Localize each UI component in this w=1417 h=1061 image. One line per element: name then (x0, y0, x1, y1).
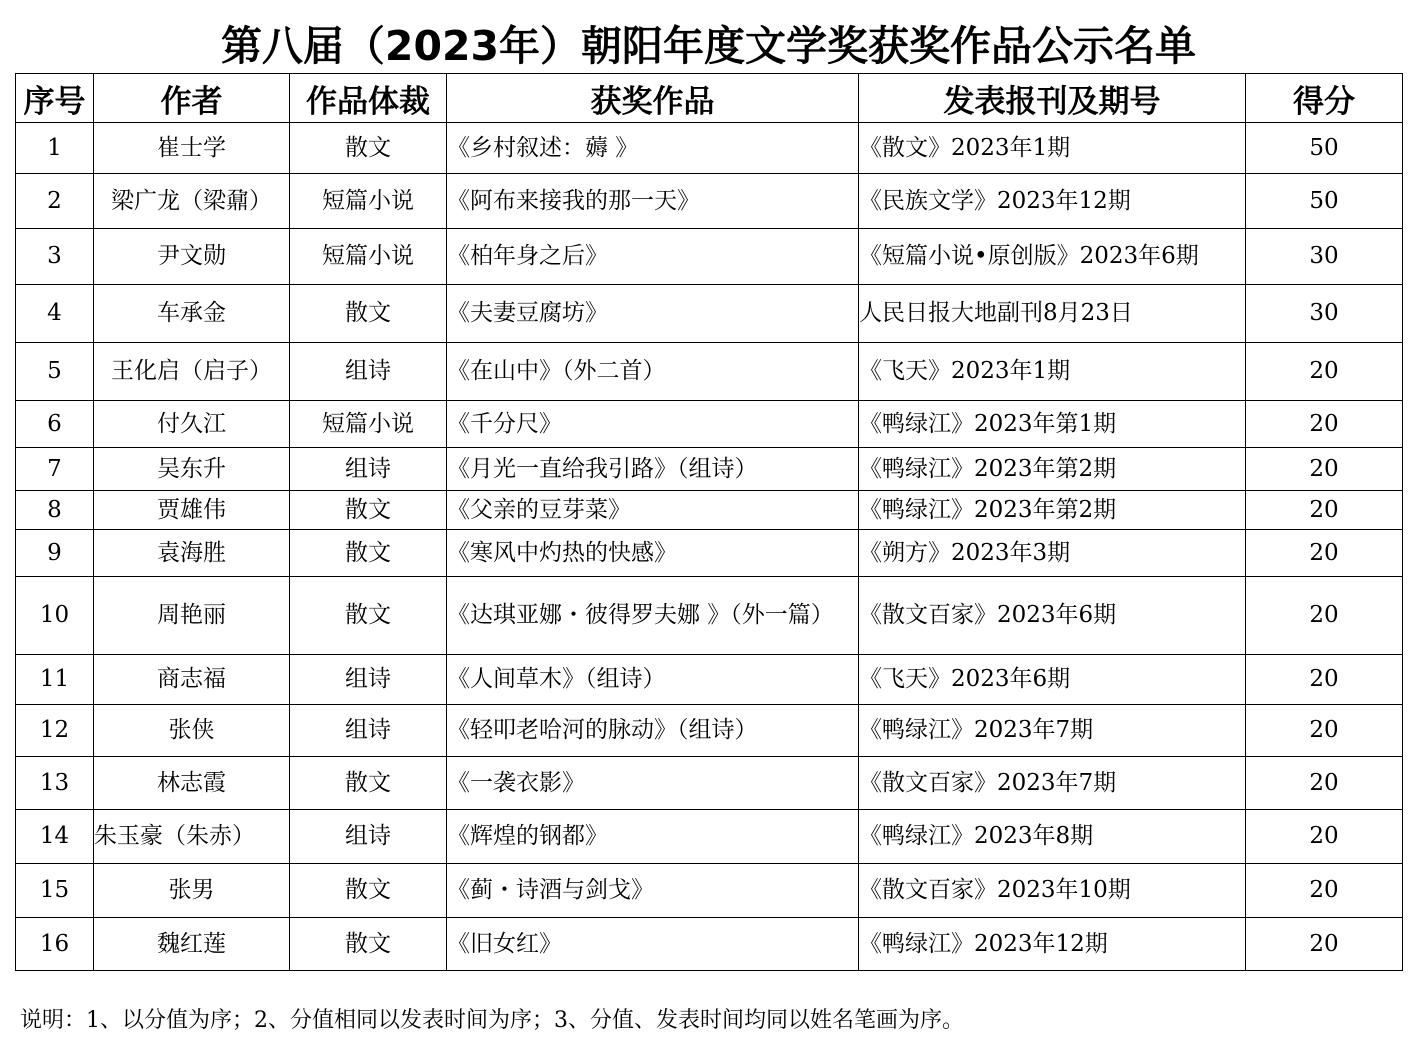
cell-score: 20 (1246, 343, 1403, 401)
cell-publication: 《鸭绿江》2023年8期 (859, 810, 1246, 864)
cell-score: 20 (1246, 491, 1403, 530)
table-row (16, 864, 1403, 918)
cell-score: 20 (1246, 401, 1403, 448)
column-header-score: 得分 (1246, 74, 1403, 123)
table-row (16, 757, 1403, 810)
cell-work: 《一袭衣影》 (447, 757, 859, 810)
cell-score: 20 (1246, 530, 1403, 577)
cell-author: 付久江 (94, 401, 290, 448)
cell-no: 13 (16, 757, 94, 810)
cell-genre: 散文 (290, 491, 447, 530)
cell-score: 20 (1246, 705, 1403, 757)
cell-no: 15 (16, 864, 94, 918)
cell-work: 《人间草木》（组诗） (447, 655, 859, 705)
cell-genre: 散文 (290, 918, 447, 971)
page-title: 第八届（2023年）朝阳年度文学奖获奖作品公示名单 (220, 22, 1197, 70)
table-header-row (16, 74, 1403, 123)
cell-genre: 散文 (290, 123, 447, 174)
cell-author: 吴东升 (94, 448, 290, 491)
cell-publication: 《飞天》2023年1期 (859, 343, 1246, 401)
cell-publication: 《散文百家》2023年10期 (859, 864, 1246, 918)
column-header-work: 获奖作品 (447, 74, 859, 123)
cell-genre: 组诗 (290, 448, 447, 491)
cell-genre: 散文 (290, 577, 447, 655)
cell-genre: 短篇小说 (290, 229, 447, 285)
cell-genre: 散文 (290, 864, 447, 918)
cell-publication: 《朔方》2023年3期 (859, 530, 1246, 577)
table-row (16, 229, 1403, 285)
table-row (16, 810, 1403, 864)
cell-publication: 《散文》2023年1期 (859, 123, 1246, 174)
cell-score: 20 (1246, 864, 1403, 918)
cell-genre: 散文 (290, 285, 447, 343)
cell-score: 20 (1246, 918, 1403, 971)
cell-author: 商志福 (94, 655, 290, 705)
cell-publication: 《鸭绿江》2023年第2期 (859, 491, 1246, 530)
cell-author: 王化启（启子） (94, 343, 290, 401)
column-header-author: 作者 (94, 74, 290, 123)
cell-author: 朱玉豪（朱赤） (94, 810, 290, 864)
cell-author: 车承金 (94, 285, 290, 343)
cell-author: 周艳丽 (94, 577, 290, 655)
cell-no: 4 (16, 285, 94, 343)
cell-author: 崔士学 (94, 123, 290, 174)
cell-work: 《在山中》（外二首） (447, 343, 859, 401)
table-row (16, 577, 1403, 655)
cell-work: 《千分尺》 (447, 401, 859, 448)
cell-no: 14 (16, 810, 94, 864)
cell-score: 30 (1246, 229, 1403, 285)
table-row (16, 285, 1403, 343)
cell-no: 12 (16, 705, 94, 757)
cell-author: 袁海胜 (94, 530, 290, 577)
cell-no: 7 (16, 448, 94, 491)
cell-genre: 组诗 (290, 343, 447, 401)
awards-table (15, 73, 1403, 971)
column-header-publication: 发表报刊及期号 (859, 74, 1246, 123)
table-row (16, 918, 1403, 971)
cell-score: 20 (1246, 577, 1403, 655)
table-row (16, 655, 1403, 705)
cell-publication: 《鸭绿江》2023年12期 (859, 918, 1246, 971)
table-row (16, 448, 1403, 491)
cell-no: 10 (16, 577, 94, 655)
cell-work: 《夫妻豆腐坊》 (447, 285, 859, 343)
cell-author: 梁广龙（梁鼐） (94, 174, 290, 229)
cell-no: 5 (16, 343, 94, 401)
cell-no: 9 (16, 530, 94, 577)
cell-work: 《乡村叙述：薅 》 (447, 123, 859, 174)
cell-genre: 组诗 (290, 655, 447, 705)
table-row (16, 491, 1403, 530)
cell-genre: 组诗 (290, 810, 447, 864)
cell-score: 20 (1246, 757, 1403, 810)
cell-author: 魏红莲 (94, 918, 290, 971)
cell-no: 8 (16, 491, 94, 530)
cell-work: 《月光一直给我引路》（组诗） (447, 448, 859, 491)
cell-score: 20 (1246, 810, 1403, 864)
cell-score: 50 (1246, 123, 1403, 174)
cell-genre: 短篇小说 (290, 174, 447, 229)
cell-publication: 《散文百家》2023年7期 (859, 757, 1246, 810)
cell-work: 《旧女红》 (447, 918, 859, 971)
cell-work: 《辉煌的钢都》 (447, 810, 859, 864)
table-row (16, 705, 1403, 757)
cell-publication: 人民日报大地副刊8月23日 (859, 285, 1246, 343)
cell-no: 3 (16, 229, 94, 285)
cell-genre: 散文 (290, 530, 447, 577)
cell-genre: 散文 (290, 757, 447, 810)
cell-no: 6 (16, 401, 94, 448)
cell-score: 30 (1246, 285, 1403, 343)
cell-publication: 《鸭绿江》2023年7期 (859, 705, 1246, 757)
table-row (16, 530, 1403, 577)
cell-no: 2 (16, 174, 94, 229)
table-row (16, 123, 1403, 174)
cell-author: 贾雄伟 (94, 491, 290, 530)
cell-genre: 短篇小说 (290, 401, 447, 448)
cell-author: 尹文勋 (94, 229, 290, 285)
cell-work: 《轻叩老哈河的脉动》（组诗） (447, 705, 859, 757)
cell-score: 50 (1246, 174, 1403, 229)
cell-work: 《寒风中灼热的快感》 (447, 530, 859, 577)
cell-no: 16 (16, 918, 94, 971)
cell-author: 林志霞 (94, 757, 290, 810)
cell-work: 《达琪亚娜・彼得罗夫娜 》（外一篇） (447, 577, 859, 655)
table-row (16, 174, 1403, 229)
column-header-no: 序号 (16, 74, 94, 123)
cell-author: 张男 (94, 864, 290, 918)
table-row (16, 401, 1403, 448)
cell-work: 《柏年身之后》 (447, 229, 859, 285)
cell-no: 11 (16, 655, 94, 705)
cell-publication: 《鸭绿江》2023年第1期 (859, 401, 1246, 448)
cell-no: 1 (16, 123, 94, 174)
cell-publication: 《散文百家》2023年6期 (859, 577, 1246, 655)
cell-author: 张侠 (94, 705, 290, 757)
cell-work: 《阿布来接我的那一天》 (447, 174, 859, 229)
table-row (16, 343, 1403, 401)
cell-publication: 《民族文学》2023年12期 (859, 174, 1246, 229)
cell-publication: 《鸭绿江》2023年第2期 (859, 448, 1246, 491)
cell-publication: 《短篇小说•原创版》2023年6期 (859, 229, 1246, 285)
footnote: 说明：1、以分值为序；2、分值相同以发表时间为序；3、分值、发表时间均同以姓名笔画为序。 (20, 1008, 964, 1033)
cell-score: 20 (1246, 655, 1403, 705)
cell-work: 《蓟・诗酒与剑戈》 (447, 864, 859, 918)
cell-score: 20 (1246, 448, 1403, 491)
cell-genre: 组诗 (290, 705, 447, 757)
column-header-genre: 作品体裁 (290, 74, 447, 123)
cell-work: 《父亲的豆芽菜》 (447, 491, 859, 530)
cell-publication: 《飞天》2023年6期 (859, 655, 1246, 705)
